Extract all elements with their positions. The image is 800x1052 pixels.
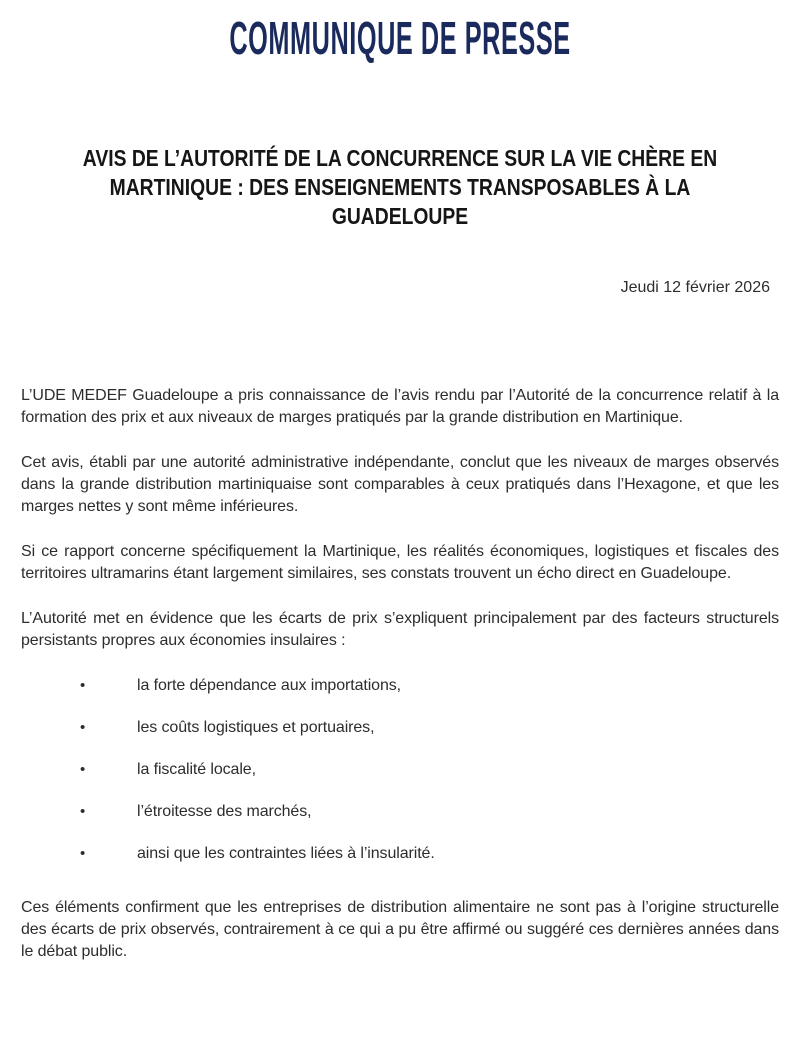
list-item-text: la forte dépendance aux importations, (137, 677, 402, 694)
bullet-icon: • (80, 803, 86, 820)
document-body (0, 385, 800, 963)
list-item-text: l’étroitesse des marchés, (137, 803, 312, 820)
paragraph-facteurs-structurels: L’Autorité met en évidence que les écarts de prix s’expliquent principalement par des facteurs structurels persistants propres aux économies insulaires : (21, 610, 779, 649)
bullet-icon: • (80, 677, 86, 694)
list-item (80, 843, 779, 865)
list-item (80, 801, 779, 823)
document-title: COMMUNIQUE DE PRESSE (229, 12, 571, 64)
bullet-icon: • (80, 719, 86, 736)
paragraph-closing: Ces éléments confirment que les entreprises de distribution alimentaire ne sont pas à l’origine structurelle des écarts de prix observés, contrairement à ce qui a pu être affirmé ou suggéré ces dernières années dans le débat public. (21, 899, 779, 960)
list-item (80, 759, 779, 781)
list-item-text: les coûts logistiques et portuaires, (137, 719, 375, 736)
paragraph-intro: L’UDE MEDEF Guadeloupe a pris connaissance de l’avis rendu par l’Autorité de la concurrence relatif à la formation des prix et aux niveaux de marges pratiqués par la grande distribution en Martinique. (21, 387, 779, 426)
date-line: Jeudi 12 février 2026 (620, 279, 770, 296)
bullet-icon: • (80, 845, 86, 862)
list-item (80, 717, 779, 739)
document-heading (0, 144, 800, 231)
bullet-icon: • (80, 761, 86, 778)
factors-bullet-list (80, 675, 779, 865)
heading-line-2: MARTINIQUE : DES ENSEIGNEMENTS TRANSPOSABLES À LA (109, 174, 691, 200)
heading-line-3: GUADELOUPE (331, 203, 469, 229)
list-item (80, 675, 779, 697)
press-release-page (0, 12, 800, 1052)
paragraph-transposition-guadeloupe: Si ce rapport concerne spécifiquement la Martinique, les réalités économiques, logistiques et fiscales des territoires ultramarins étant largement similaires, ses constats trouvent un écho direct en Guadeloupe. (21, 543, 779, 582)
paragraph-avis-conclusion: Cet avis, établi par une autorité administrative indépendante, conclut que les niveaux de marges observés dans la grande distribution martiniquaise sont comparables à ceux pratiqués dans l’Hexagone, et que les marges nettes y sont même inférieures. (21, 454, 779, 515)
press-release-document (0, 12, 800, 963)
heading-line-1: AVIS DE L’AUTORITÉ DE LA CONCURRENCE SUR LA VIE CHÈRE EN (82, 145, 718, 171)
list-item-text: la fiscalité locale, (137, 761, 256, 778)
list-item-text: ainsi que les contraintes liées à l’insularité. (137, 845, 435, 862)
